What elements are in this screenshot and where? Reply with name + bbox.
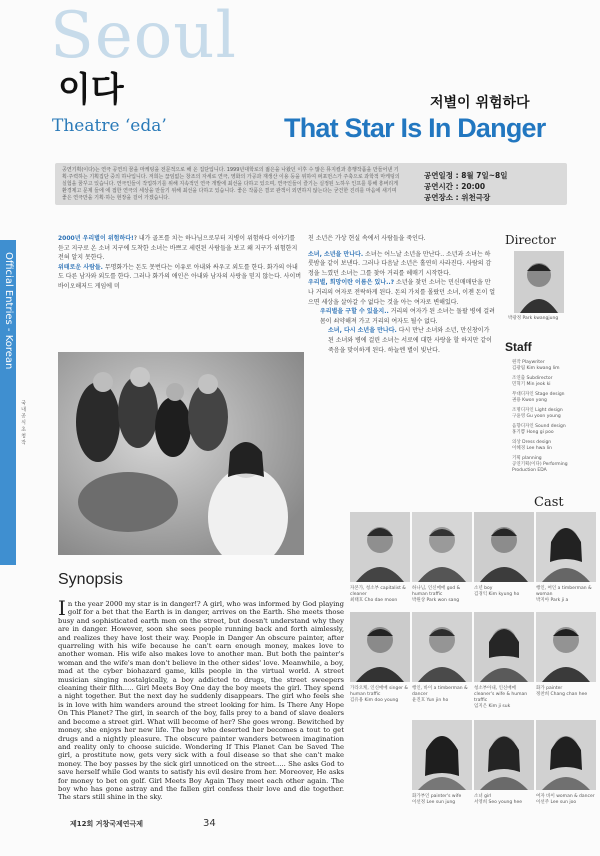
staff-list [512, 360, 592, 478]
page-number: 34 [203, 818, 216, 829]
side-tab-sublabel: 국 내 공 식 초 청 작 [20, 400, 26, 445]
cast-photo [536, 612, 596, 682]
cast-photo [474, 512, 534, 582]
story-paragraph: 우리별, 희망이란 이름은 있나..? 소년을 찾던 소녀는 민신매매단을 만나 거리의 여자로 전락하게 된다. 돈의 가치를 몰랐던 소녀, 이젠 돈이 얼으면 세상을 살아갈 수 없다는 것을 아는 여자로 변해있다. [308, 279, 496, 306]
cast-member: 화가 painter 정찬희 Chang chan hee [536, 612, 598, 698]
cast-member: 소년 boy 김경익 Kim kyung ho [474, 512, 536, 598]
side-tab-label: Official Entries - Korean [3, 252, 14, 370]
cast-photo [412, 612, 472, 682]
cast-photo [474, 720, 534, 790]
story-column-2 [308, 234, 496, 355]
staff-item: 조연출 Subdirector 민혁기 Min jeok ki [512, 376, 553, 387]
director-caption: 박광정 Park kwangjung [508, 316, 559, 321]
cast-photo [350, 512, 410, 582]
staff-item: 원작 Playwriter 김광림 Kim kwang lim [512, 360, 560, 371]
story-paragraph: 소녀, 소년을 만나다. 소녀는 어느날 소년을 만난다.. 소년과 소녀는 하룻밤을 같이 보낸다. 그러나 다음날 소년은 홀연히 사라진다. 사람의 감정을 느꼈던 소녀는 그를 찾아 거리를 헤매기 시작한다. [308, 250, 492, 277]
cast-member: 여자 바이 woman & dancer 이선주 Lee sun joo [536, 720, 598, 806]
staff-item: 의상 Dress design 이혜경 Lee hwa lin [512, 440, 552, 451]
performance-date: 공연일정 : 8월 7일~8일 [424, 171, 508, 180]
cast-photo [536, 720, 596, 790]
seoul-title: Seoul [50, 0, 237, 73]
cast-member: 청소부아내, 인신매매 cleaner's wife & human traffic 임지은 Kim ji suk [474, 612, 536, 710]
director-heading: Director [505, 233, 556, 247]
performance-venue: 공연장소 : 위천극장 [424, 193, 491, 202]
cast-member: 소녀 girl 서영희 Seo young hee [474, 720, 536, 806]
story-paragraph: 친 소년은 가상 현실 속에서 사람들을 죽인다. [308, 235, 426, 242]
cast-member: 행인, 바이 a timberman & dancer 윤진호 Yun jin ho [412, 612, 474, 704]
story-paragraph: 위태로운 사람들. 무명화가는 돈도 못번다는 이유로 아내와 싸우고 외도를 한다. 화가의 아내도 다른 남자와 외도를 한다. 그러나 화가의 애인은 아내와 남자의 사랑을 믿지 않는다. 사이버 바이오해저드 게임에 미 [58, 263, 302, 290]
cast-member: 행인, 여인 a timberman & woman 박지아 Park ji a [536, 512, 598, 604]
cast-photo [350, 612, 410, 682]
synopsis-dropcap: I [58, 596, 66, 620]
cast-photo [412, 720, 472, 790]
ida-title: 이다 [58, 70, 124, 110]
story-paragraph: 소녀, 다시 소년을 만나다. 다시 만난 소녀와 소년, 만신창이가 된 소녀와 병에 걸린 소녀는 서로에 대한 사랑을 할 하지만 같이 죽음을 맞이하게 된다. 하늘엔 별이 빛난다. [328, 327, 492, 354]
staff-item: 조명디자인 Light design 구윤영 Gu yoon young [512, 408, 563, 419]
cast-photo [412, 512, 472, 582]
synopsis-text: In the year 2000 my star is in danger!? A girl, who was informed by God playing golf for a bet that the Earth is in danger, arrives on the Earth. She meets those busy and sophisticated earth men on the street, but doesn't understand why they are in danger. However, soon she sees people running back and forth aimlessly, and realizes they have lost their way. People in Danger An obscure painter, after quarreling with his wife because he can't earn enough money, makes love to another woman. His wife also makes love to another man. But both the painter's woman and the wife's man don't believe in the other sides' love. Meanwhile, a boy, mad at the cyber biohazard game, kills people in the virtual world. A street musician singing nostalgically, a boy addicted to drugs, the street sweepers cleaning their filth..... Girl Meets Boy One day the boy meets the girl. They spend a night together. But the next day he suddenly disappears. The girl who feels she is in love with him wanders around the street looking for him. Is There Any Hope On This Planet? The girl, in search of the boy, falls prey to a band of slave dealers and become a street girl. What will become of her? She goes wrong. Bewitched by money, she enjoys her new life. The boy who deserted her becomes a tout to get drugs and a nightly pleasure. The obscure painter wanders between imagination and reality only to choose suicide. Wondering If This Planet Can be Saved The girl, a prostitute now, gets very sick with a foul disease so that she can't make money. The boy passes by the sick girl unnoticed on the street..... She asks God to save herself while God wants to satisfy his evil desire from her. Moreover, He asks for money to bet on golf. Girl Meets Boy Again They meet each other again. The boy who has gone astray and the fallen girl confess their love and die together. The stars still shine in the sky. [58, 596, 344, 802]
company-name: Theatre ‘eda’ [52, 116, 167, 136]
cast-photo [536, 512, 596, 582]
play-title-korean: 저별이 위험하다 [430, 95, 530, 111]
festival-logo: 제12회 거창국제연극제 [70, 820, 144, 828]
cast-heading: Cast [534, 495, 564, 510]
performance-info [424, 170, 564, 203]
cast-photo [474, 612, 534, 682]
director-photo [514, 251, 564, 313]
synopsis-heading: Synopsis [58, 571, 123, 588]
cast-member: 자본가, 청소부 capitalist & cleaner 최태호 Cho dae moon [350, 512, 412, 604]
story-column-1 [58, 234, 302, 292]
performance-time: 공연시간 : 20:00 [424, 182, 486, 191]
story-paragraph: 2000년 우리별이 위험하다!? 내가 골프를 치는 하나님으로부터 지병이 위험하다 이야기를 듣고 지구로 온 소녀 지구에 도착한 소녀는 바쁘고 세련된 사람들을 보고 왜 지구가 위험한지 전혀 알지 못한다. [58, 235, 298, 262]
staff-heading: Staff [505, 340, 532, 354]
cast-member: 가라오케, 인신매매 singer & human traffic 김유용 Kim doo young [350, 612, 412, 704]
cast-member: 화가부인 painter's wife 이선정 Lee sun jung [412, 720, 474, 806]
staff-item: 기획 planning 공연기획(이다) Performing Production EDA [512, 456, 568, 473]
staff-item: 무대디자인 Stage design 권용 Kwon yong [512, 392, 565, 403]
staff-item: 음향디자인 Sound design 홍기쁨 Hong gi poo [512, 424, 566, 435]
story-paragraph: 우리별을 구할 수 있을지.. 거리의 여자가 된 소녀는 돌팔 병에 걸려 몸이 쇠약해져 가고 거리의 여자도 될수 없다. [320, 308, 495, 325]
company-intro: 공연기획(이다)는 연극 공연의 꿈을 마케팅을 전문적으로 해 온 집단입니다. 1999년대학로의 젊은을 나왔던 이후 수 많은 뮤지컬과 흥행작품을 만들어낸 기획·주력하는 기획집단 중의 하나입니다. 저희는 끊임없는 창조의 자세로 연극, 영화의 가공과 재생산 이용 등을 위하여 퍼포먼스가 주축으로 과학적 마케팅의 실험을 꿈꾸고 있습니다. 연극인들이 작업하기를 위해 지속적인 연극 개발에 최선을 다하고 있으며, 연극인들이 즐기는 실정된 노하우 인프를 통해 흥버리게 환경제고 문제 들에 에 접한 연극의 세상을 만들기 위해 최선을 다하고 있습니다. 좋은 작품은 결코 관객이 외면하지 않는다는 굳건한 진리를 마음에 새기며 좋은 연극만을 기획·하는 현장을 걸어 가겠습니다. [62, 167, 400, 201]
play-title-english: That Star Is In Danger [284, 113, 546, 143]
cast-member: 하나님, 인신매매 god & human traffic 박원상 Park won sang [412, 512, 474, 604]
production-photo [58, 352, 304, 555]
